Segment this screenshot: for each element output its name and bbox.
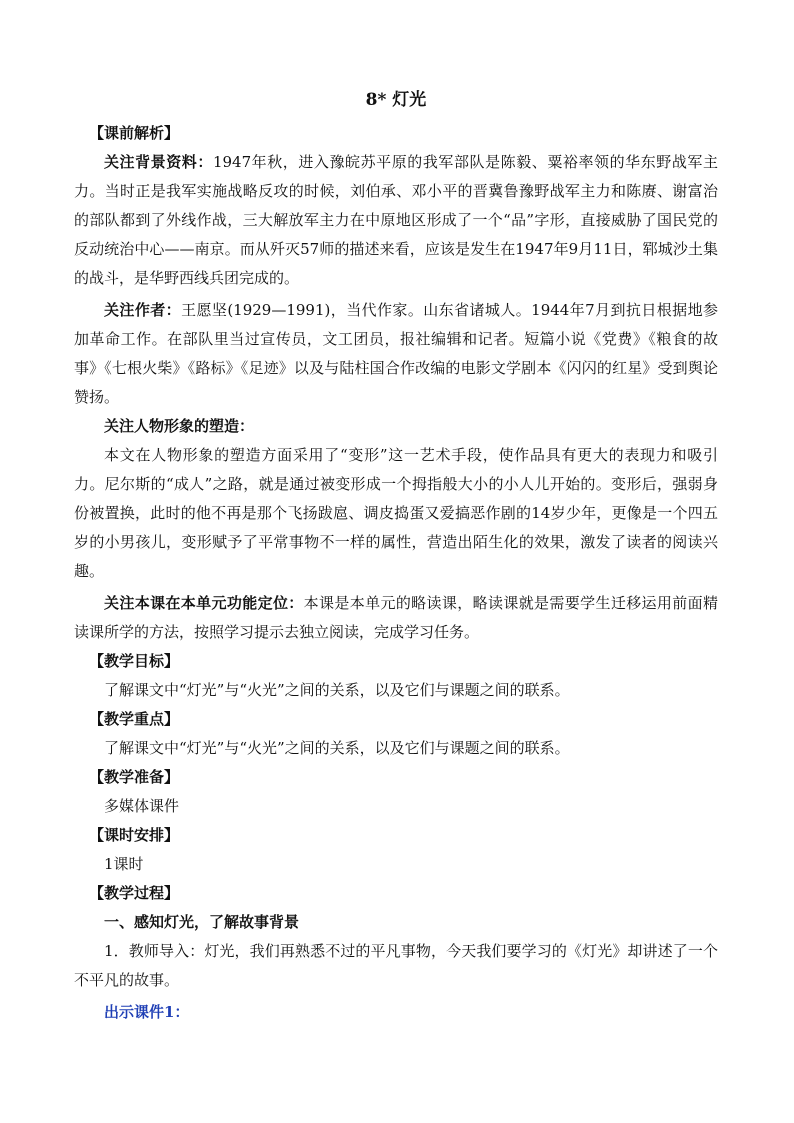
page-title: 8* 灯光: [365, 90, 427, 110]
courseware-label: 出示课件1：: [104, 1003, 190, 1021]
text-key-points: 了解课文中“灯光”与“火光”之间的关系，以及它们与课题之间的联系。: [104, 739, 570, 757]
paragraph-author: [74, 296, 718, 412]
label-position: 关注本课在本单元功能定位：: [104, 594, 304, 612]
text-objectives: 了解课文中“灯光”与“火光”之间的关系，以及它们与课题之间的联系。: [104, 681, 570, 699]
heading-schedule: 【课时安排】: [89, 826, 180, 844]
text-author: 王愿坚(1929—1991)，当代作家。山东省诸城人。1944年7月到抗日根据地参加革命工作。在部队里当过宣传员，文工团员，报社编辑和记者。短篇小说《党费》《粮食的故事》《七根火柴》《路标》《足迹》以及与陆柱国合作改编的电影文学剧本《闪闪的红星》受到舆论赞扬。: [74, 301, 718, 406]
heading-key-points: 【教学重点】: [89, 710, 180, 728]
heading-preparation: 【教学准备】: [89, 768, 180, 786]
text-background: 1947年秋，进入豫皖苏平原的我军部队是陈毅、粟裕率领的华东野战军主力。当时正是我军实施战略反攻的时候，刘伯承、邓小平的晋冀鲁豫野战军主力和陈赓、谢富治的部队都到了外线作战，三大解放军主力在中原地区形成了一个“品”字形，直接威胁了国民党的反动统治中心——南京。而从歼灭57师的描述来看，应该是发生在1947年9月11日，郓城沙土集的战斗，是华野西线兵团完成的。: [74, 153, 718, 287]
heading-process: 【教学过程】: [89, 884, 180, 902]
label-author: 关注作者：: [104, 301, 182, 319]
paragraph-step-1: 1．教师导入：灯光，我们再熟悉不过的平凡事物，今天我们要学习的《灯光》却讲述了一个不平凡的故事。: [74, 942, 718, 989]
label-character: 关注人物形象的塑造：: [104, 417, 255, 435]
text-position: 本课是本单元的略读课，略读课就是需要学生迁移运用前面精读课所学的方法，按照学习提示去独立阅读，完成学习任务。: [74, 594, 718, 641]
heading-objectives: 【教学目标】: [89, 652, 180, 670]
heading-pre-analysis: 【课前解析】: [89, 124, 180, 142]
paragraph-position: [74, 589, 718, 647]
label-background: 关注背景资料：: [104, 153, 213, 171]
text-preparation: 多媒体课件: [104, 797, 180, 815]
paragraph-background: [74, 148, 718, 293]
section-heading-1: 一、感知灯光，了解故事背景: [104, 913, 300, 931]
paragraph-character: 本文在人物形象的塑造方面采用了“变形”这一艺术手段，使作品具有更大的表现力和吸引力。尼尔斯的“成人”之路，就是通过被变形成一个拇指般大小的小人儿开始的。变形后，强弱身份被置换，此时的他不再是那个飞扬跋扈、调皮捣蛋又爱搞恶作剧的14岁少年，更像是一个四五岁的小男孩儿，变形赋予了平常事物不一样的属性，营造出陌生化的效果，激发了读者的阅读兴趣。: [74, 446, 718, 580]
text-schedule: 1课时: [104, 855, 144, 873]
